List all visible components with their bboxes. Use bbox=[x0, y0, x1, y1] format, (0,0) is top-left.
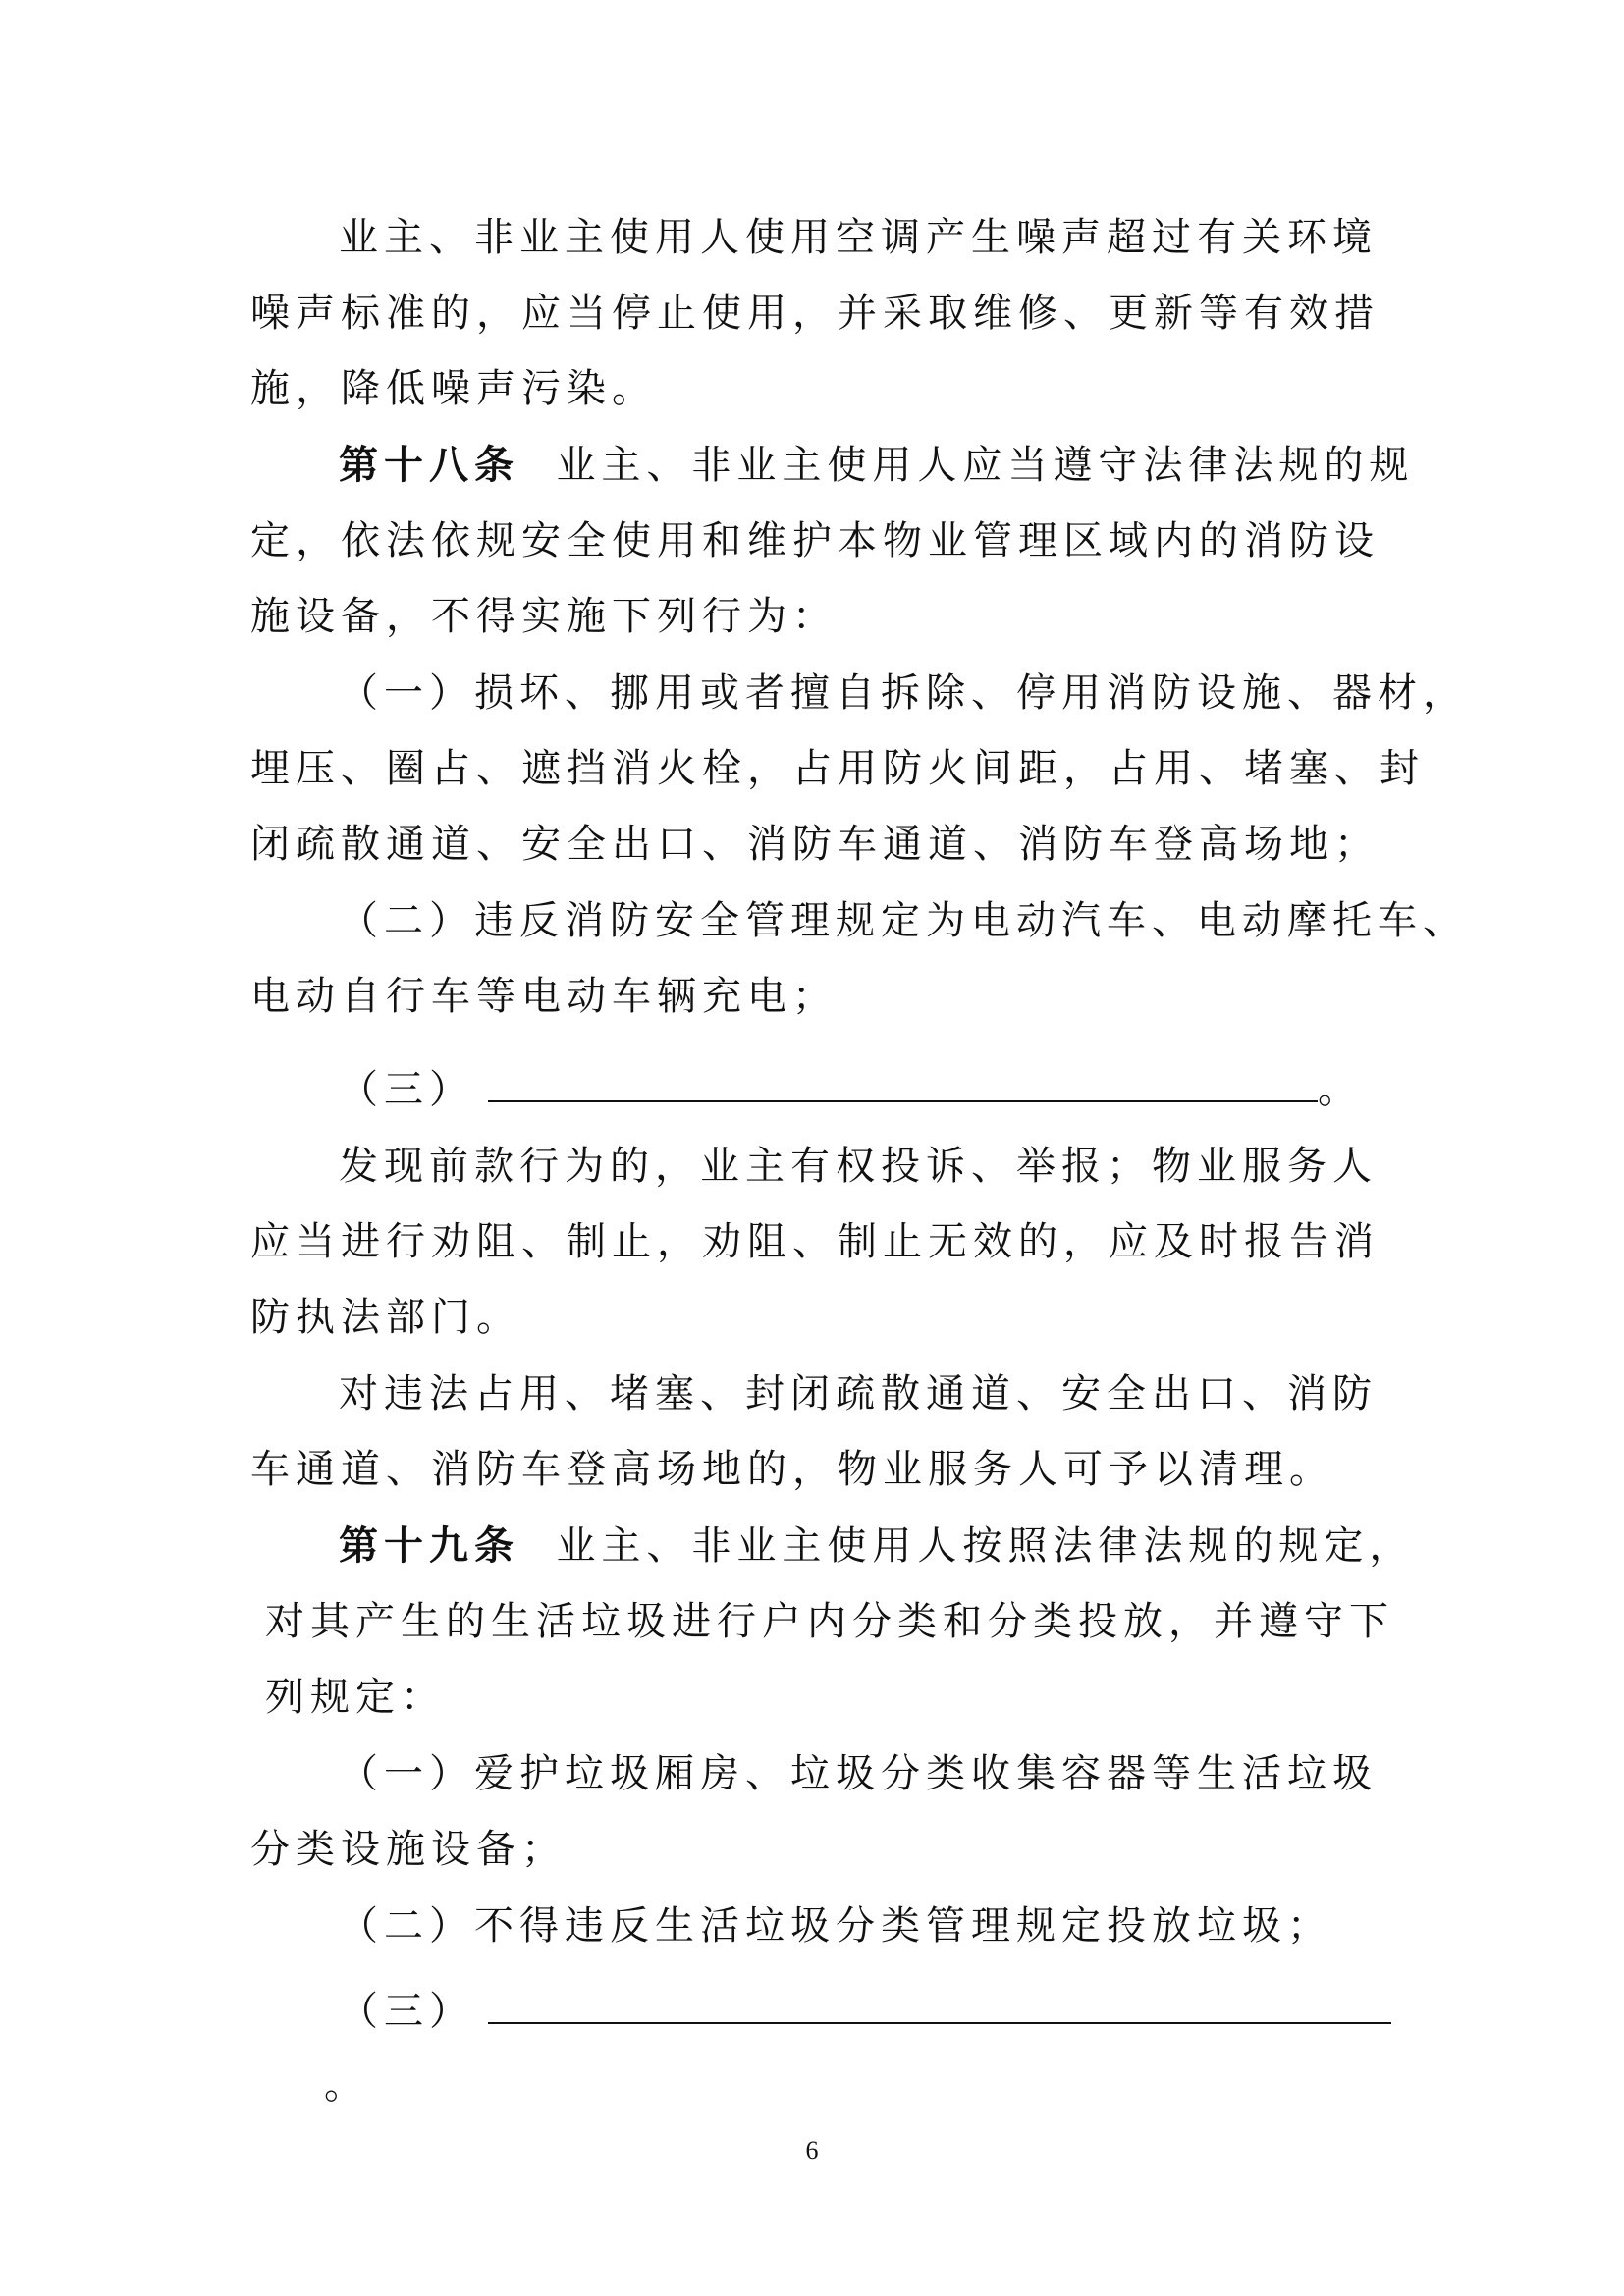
paragraph-line: 防执法部门。 bbox=[250, 1295, 521, 1340]
item-label: （三） bbox=[339, 1067, 474, 1112]
paragraph-line: 定，依法依规安全使用和维护本物业管理区域内的消防设 bbox=[250, 518, 1380, 563]
paragraph-line: 施，降低噪声污染。 bbox=[250, 366, 657, 411]
item-end: 。 bbox=[1318, 1067, 1363, 1112]
article-18-heading: 第十八条 bbox=[339, 442, 519, 488]
fill-in-blank-line bbox=[488, 1071, 1318, 1102]
item-end: 。 bbox=[324, 2062, 369, 2108]
paragraph-line: 对其产生的生活垃圾进行户内分类和分类投放，并遵守下 bbox=[265, 1599, 1394, 1644]
list-item-line: 分类设施设备； bbox=[250, 1827, 567, 1872]
page-number: 6 bbox=[805, 2136, 819, 2164]
article-18-first-line bbox=[339, 442, 1414, 489]
list-item-line: （二）违反消防安全管理规定为电动汽车、电动摩托车、 bbox=[339, 898, 1468, 943]
list-item-line: 埋压、圈占、遮挡消火栓，占用防火间距，占用、堵塞、封 bbox=[250, 746, 1425, 791]
list-item-line: 闭疏散通道、安全出口、消防车通道、消防车登高场地； bbox=[250, 822, 1380, 867]
paragraph-line: 噪声标准的，应当停止使用，并采取维修、更新等有效措 bbox=[250, 291, 1380, 336]
list-item-line: （二）不得违反生活垃圾分类管理规定投放垃圾； bbox=[339, 1903, 1332, 1949]
fill-in-blank-line bbox=[488, 1993, 1391, 2024]
fill-in-item bbox=[339, 1066, 1363, 1113]
paragraph-line: 对违法占用、堵塞、封闭疏散通道、安全出口、消防 bbox=[339, 1371, 1378, 1416]
paragraph-line: 业主、非业主使用人使用空调产生噪声超过有关环境 bbox=[339, 215, 1378, 260]
paragraph-line: 车通道、消防车登高场地的，物业服务人可予以清理。 bbox=[250, 1447, 1334, 1492]
article-19-first-line bbox=[339, 1522, 1414, 1570]
fill-in-item bbox=[339, 1988, 1391, 2035]
list-item-line: （一）爱护垃圾厢房、垃圾分类收集容器等生活垃圾 bbox=[339, 1751, 1378, 1796]
paragraph-line: 施设备，不得实施下列行为： bbox=[250, 594, 838, 639]
paragraph-line: 发现前款行为的，业主有权投诉、举报；物业服务人 bbox=[339, 1144, 1378, 1189]
article-19-text: 业主、非业主使用人按照法律法规的规定， bbox=[556, 1523, 1415, 1569]
item-label: （三） bbox=[339, 1989, 474, 2034]
list-item-line: 电动自行车等电动车辆充电； bbox=[250, 974, 838, 1019]
article-18-text: 业主、非业主使用人应当遵守法律法规的规 bbox=[556, 443, 1415, 488]
paragraph-line: 应当进行劝阻、制止，劝阻、制止无效的，应及时报告消 bbox=[250, 1219, 1380, 1264]
article-19-heading: 第十九条 bbox=[339, 1522, 519, 1569]
paragraph-line: 列规定： bbox=[265, 1675, 446, 1720]
list-item-line: （一）损坏、挪用或者擅自拆除、停用消防设施、器材， bbox=[339, 670, 1468, 716]
